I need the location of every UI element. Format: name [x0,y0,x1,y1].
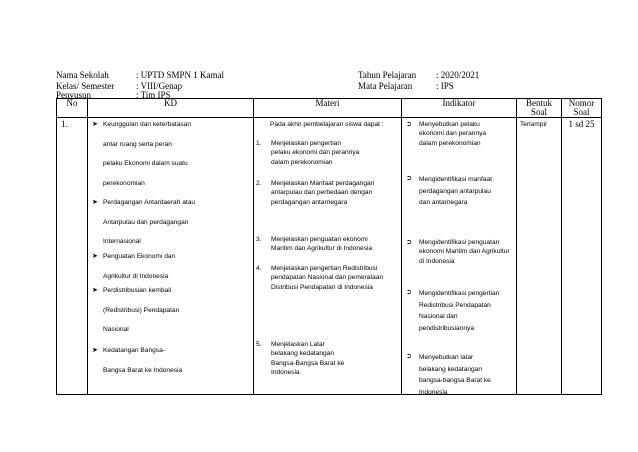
nomor-soal-value: 1 sd 25 [568,119,595,129]
cell-nomor-soal [562,118,602,395]
year-label: Tahun Pelajaran [358,70,417,80]
arrow-bullet-icon: ➲ [406,121,412,128]
materi-intro: Pada akhir pembelajaran siswa dapat : [270,121,384,128]
materi-item: 1. Menjelaskan pengertian pelaku ekonomi dan perannya dalam perekonomian [256,140,360,166]
table-row [57,118,602,395]
row-number: 1. [61,119,68,129]
cell-bentuk-soal [517,118,562,395]
col-header-bentuk-soal: Bentuk Soal [517,99,562,118]
cell-kd [88,118,254,395]
cell-materi [254,118,402,395]
arrow-bullet-icon: ➲ [406,175,412,182]
materi-item: 3. Menjelaskan penguatan ekonomi Maritim dan Agrikultur di Indonesia [256,236,373,253]
kd-item: ➤ Penguatan Ekonomi dan Agrikultur di Indonesia [92,253,176,280]
arrow-bullet-icon: ➤ [92,347,98,354]
arrow-bullet-icon: ➲ [406,353,412,360]
arrow-bullet-icon: ➤ [92,253,98,260]
arrow-bullet-icon: ➤ [92,199,98,206]
kd-item: ➤ Keunggulan dan keterbatasan antar ruang serta peran pelaku Ekonomi dalam suatu perekonomian [92,121,191,187]
kd-item: ➤ Perdagangan Antardaerah atau Antarpulau dan perdagangan Internasional [92,199,196,245]
arrow-bullet-icon: ➲ [406,289,412,296]
kd-item: ➤ Perdistribusian kembali (Redistribusi) Pendapatan Nasional [92,287,180,333]
class-label: Kelas/ Semester [56,81,115,91]
school-value: : UPTD SMPN 1 Kamal [136,70,225,80]
author-label: Penyusun [56,90,92,100]
materi-item: 5. Menjelaskan Latar belakang kedatangan Bangsa-Bangsa Barat ke Indonesia [256,341,345,377]
school-label: Nama Sekolah [56,70,109,80]
author-value: : Tim IPS [136,90,171,100]
col-header-nomor-soal: Nomor Soal [562,99,602,118]
arrow-bullet-icon: ➤ [92,121,98,128]
kisi-kisi-table [56,98,602,395]
bentuk-soal-value: Terlampir [520,121,548,128]
materi-item: 4. Menjelaskan pengertian Redistribusi pendapatan Nasional dan pemerataan Distribusi Pendapatan di Indonesia [256,265,384,291]
col-header-no: No [57,99,88,118]
subject-value: : IPS [436,81,454,91]
cell-no [57,118,88,395]
subject-label: Mata Pelajaran [358,81,413,91]
materi-item: 2. Menjelaskan Manfaat perdagangan antarpulau dan perbedaan dengan perdagangan antarnegara [256,180,375,206]
indikator-item: ➲ Menyebutkan pelaku ekonomi dan perannya dalam perekonomian [406,121,487,147]
arrow-bullet-icon: ➤ [92,287,98,294]
col-header-materi: Materi [254,99,402,118]
col-header-indikator: Indikator [402,99,517,118]
col-header-kd: KD [88,99,254,118]
indikator-item: ➲ Mengidentifikasi pengertian Redistribusi Pendapatan Nasional dan pendistribusiannya [406,289,500,332]
arrow-bullet-icon: ➲ [406,239,412,246]
class-value: : VIII/Genap [136,81,183,91]
indikator-item: ➲ Mengidentifikasi manfaat perdagangan antarpulau dan antarnegara [406,175,492,206]
indikator-item: ➲ Mengidentifikasi penguatan ekonomi Maritim dan Agrikultur di Indonesia [406,239,510,265]
kd-item: ➤ Kedatangan Bangsa-Bangsa Barat ke Indonesia [92,347,183,374]
cell-indikator [402,118,517,395]
year-value: : 2020/2021 [436,70,480,80]
indikator-item: ➲ Menyebutkan latar belakang kedatangan bangsa-bangsa Barat ke Indonesia [406,353,491,396]
